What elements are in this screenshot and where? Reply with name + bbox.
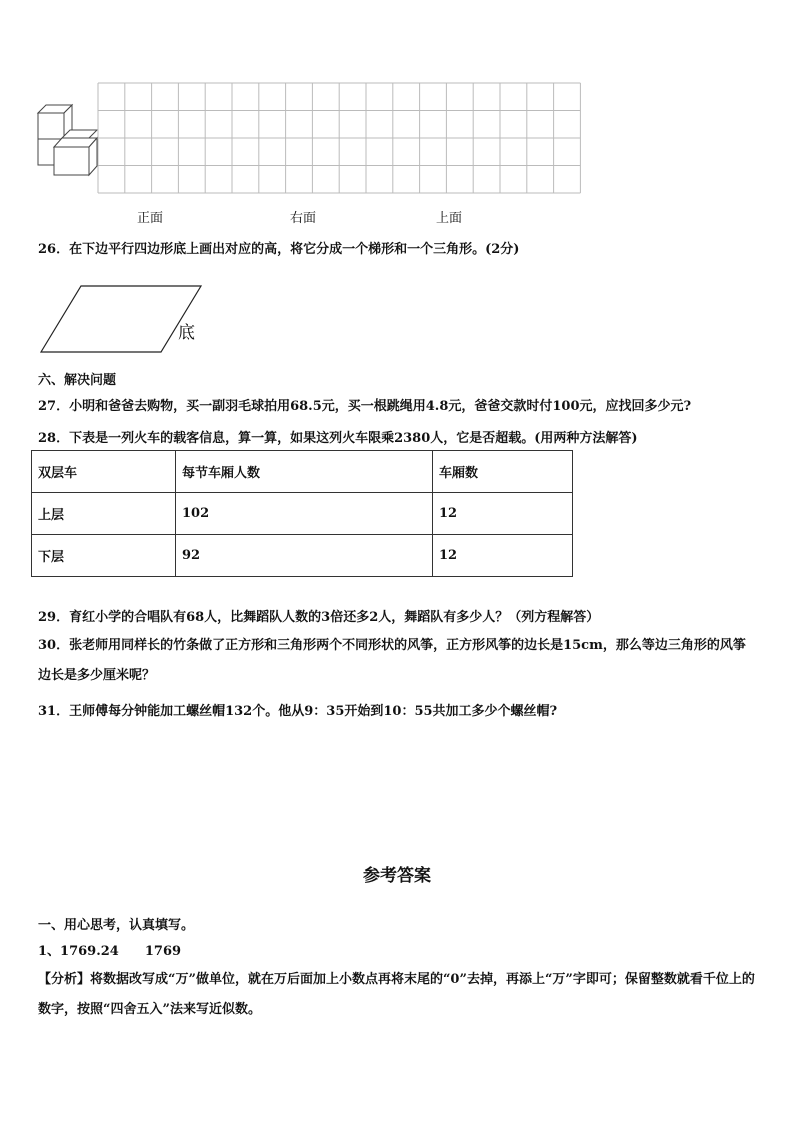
- table-header: 双层车: [32, 451, 176, 493]
- cube-figure: [34, 100, 100, 178]
- question-29: 29．育红小学的合唱队有68人，比舞蹈队人数的3倍还多2人，舞蹈队有多少人？（列方程解答）: [38, 610, 600, 625]
- answers-section-1: 一、用心思考，认真填写。: [38, 918, 195, 933]
- table-cell: 102: [176, 493, 433, 535]
- answer-1-label: 1、: [38, 944, 61, 959]
- table-cell: 上层: [32, 493, 176, 535]
- base-label: 底: [178, 323, 195, 343]
- table-row: [32, 493, 573, 535]
- question-26: 26．在下边平行四边形底上画出对应的高，将它分成一个梯形和一个三角形。(2分): [38, 242, 520, 257]
- train-table: [31, 450, 573, 577]
- table-cell: 下层: [32, 535, 176, 577]
- answer-1-value-2: 1769: [144, 944, 182, 959]
- table-header: 车厢数: [433, 451, 573, 493]
- table-cell: 12: [433, 535, 573, 577]
- table-row: [32, 535, 573, 577]
- answer-1-value-1: 1769.24: [60, 944, 119, 959]
- question-31: 31．王师傅每分钟能加工螺丝帽132个。他从9：35开始到10：55共加工多少个螺丝帽?: [38, 704, 558, 719]
- question-30: 30．张老师用同样长的竹条做了正方形和三角形两个不同形状的风筝，正方形风筝的边长是15cm，那么等边三角形的风筝边长是多少厘米呢？: [38, 638, 746, 683]
- section-6-heading: 六、解决问题: [38, 373, 117, 388]
- table-cell: 12: [433, 493, 573, 535]
- question-28: 28．下表是一列火车的载客信息，算一算，如果这列火车限乘2380人，它是否超载。(用两种方法解答): [38, 431, 638, 446]
- table-cell: 92: [176, 535, 433, 577]
- front-view-label: 正面: [137, 211, 164, 226]
- drawing-grid: [97, 82, 581, 194]
- answer-1: [38, 940, 181, 959]
- table-header: 每节车厢人数: [176, 451, 433, 493]
- question-27: 27．小明和爸爸去购物，买一副羽毛球拍用68.5元，买一根跳绳用4.8元，爸爸交款时付100元，应找回多少元?: [38, 399, 692, 414]
- right-view-label: 右面: [290, 211, 317, 226]
- table-header-row: [32, 451, 573, 493]
- top-view-label: 上面: [436, 211, 463, 226]
- answer-1-analysis: 【分析】将数据改写成“万”做单位，就在万后面加上小数点再将末尾的“0”去掉，再添上“万”字即可；保留整数就看千位上的数字，按照“四舍五入”法来写近似数。: [38, 972, 755, 1017]
- answers-title: 参考答案: [363, 866, 431, 886]
